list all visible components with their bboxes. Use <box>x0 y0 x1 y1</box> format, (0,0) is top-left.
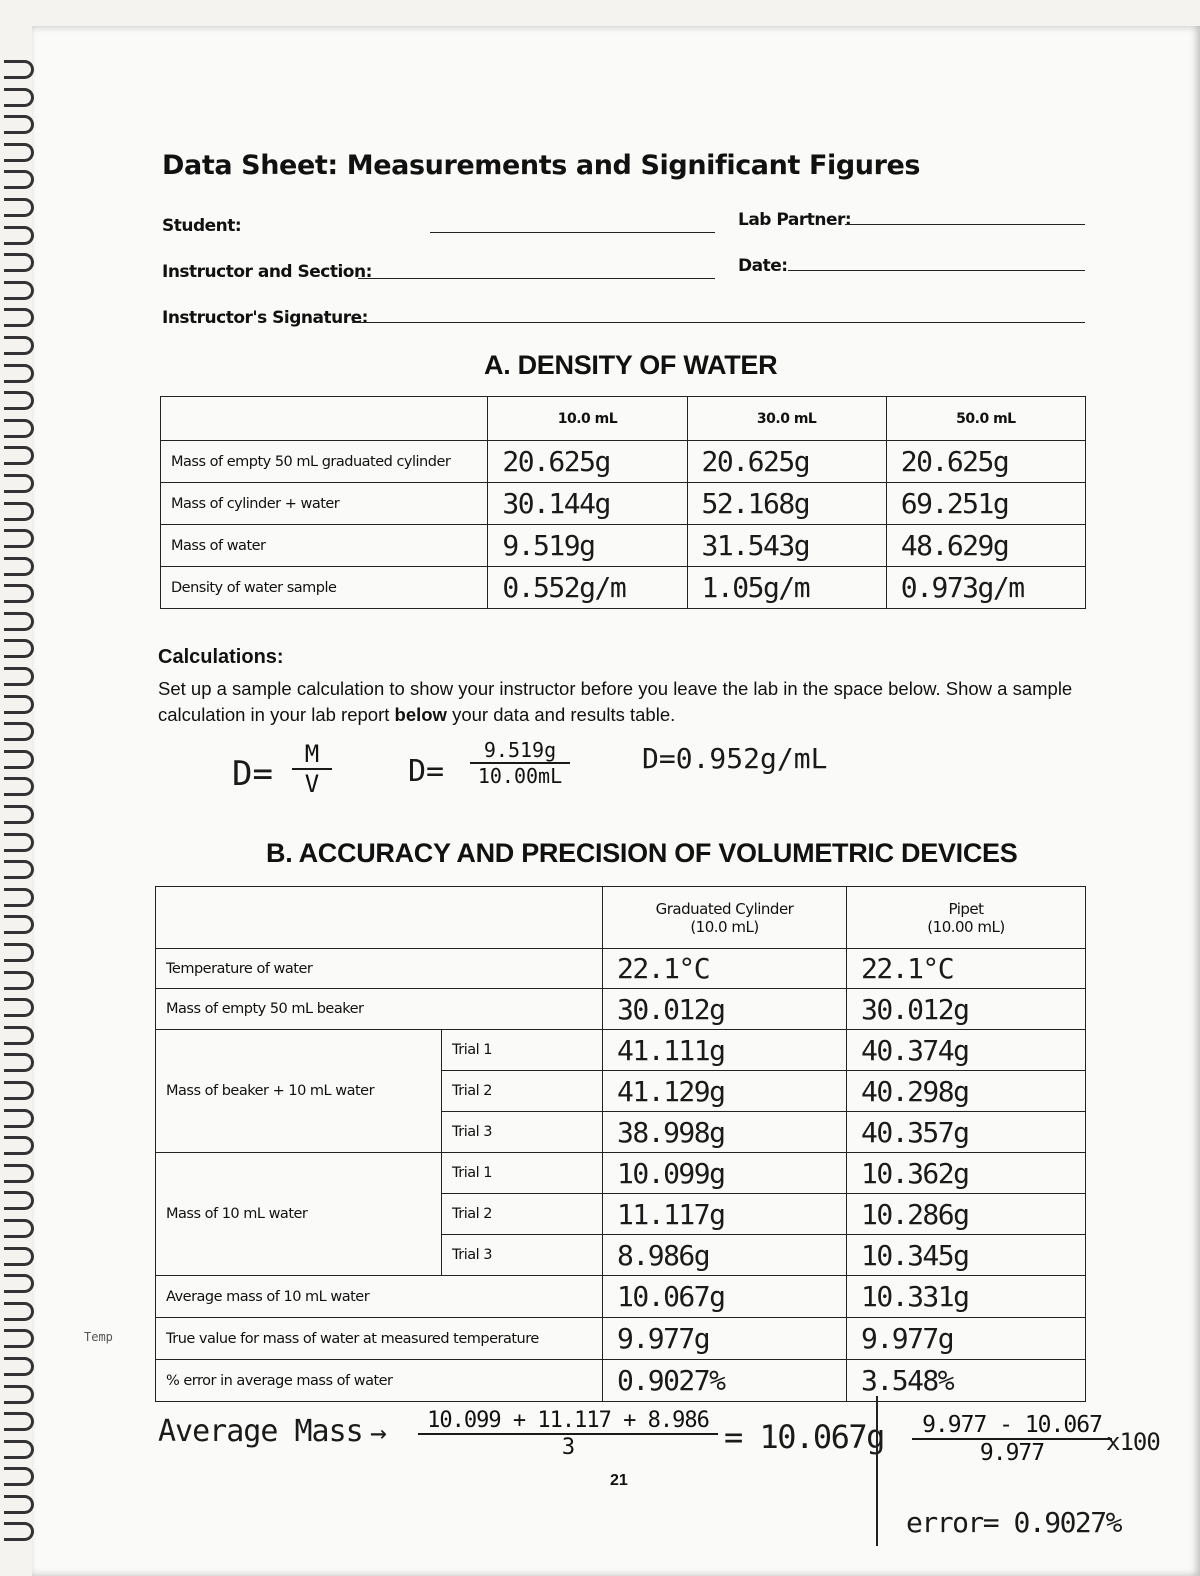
trial-label: Trial 1 <box>442 1030 603 1071</box>
handwritten-value: 52.168g <box>687 483 886 525</box>
handwritten-value: 38.998g <box>603 1112 847 1153</box>
density-formula-prefix: D= <box>232 754 273 794</box>
handwritten-value: 10.345g <box>847 1235 1086 1276</box>
section-b-title: B. ACCURACY AND PRECISION OF VOLUMETRIC DEVICES <box>266 838 1018 868</box>
table-row <box>156 1360 1086 1402</box>
column-header-10ml: 10.0 mL <box>488 397 687 441</box>
trial-label: Trial 3 <box>442 1112 603 1153</box>
substitution-fraction: $\frac{9.519g}{10.00mL}$ <box>470 738 570 788</box>
handwritten-value: 8.986g <box>603 1235 847 1276</box>
handwritten-value: 10.286g <box>847 1194 1086 1235</box>
handwritten-value: 0.9027% <box>603 1360 847 1402</box>
error-fraction: $\frac{9.977 - 10.067}{9.977}$ <box>912 1412 1112 1466</box>
handwritten-value: 40.374g <box>847 1030 1086 1071</box>
error-multiplier: x100 <box>1106 1428 1160 1456</box>
table-row <box>161 483 1086 525</box>
signature-label: Instructor's Signature: <box>162 308 368 328</box>
instructor-label: Instructor and Section: <box>162 262 372 282</box>
handwritten-value: 40.357g <box>847 1112 1086 1153</box>
handwritten-value: 48.629g <box>886 525 1085 567</box>
handwritten-value: 10.099g <box>603 1153 847 1194</box>
partner-label: Lab Partner: <box>738 210 852 230</box>
notes-divider <box>876 1396 878 1546</box>
calculations-instructions: Set up a sample calculation to show your instructor before you leave the lab in the space below. Show a sample calculation in your lab report below your data and results table. <box>158 678 1073 725</box>
column-header-30ml: 30.0 mL <box>687 397 886 441</box>
handwritten-value: 10.067g <box>603 1276 847 1318</box>
handwritten-value: 0.552g/m <box>488 567 687 609</box>
row-label: Temperature of water <box>156 949 603 989</box>
page-number: 21 <box>610 1472 628 1489</box>
handwritten-value: 9.519g <box>488 525 687 567</box>
handwritten-value: 31.543g <box>687 525 886 567</box>
error-result: error= 0.9027% <box>906 1506 1122 1539</box>
table-row <box>156 1318 1086 1360</box>
handwritten-value: 10.331g <box>847 1276 1086 1318</box>
calculations-heading: Calculations: <box>158 646 284 668</box>
row-label: % error in average mass of water <box>156 1360 603 1402</box>
trial-label: Trial 2 <box>442 1071 603 1112</box>
row-label: Density of water sample <box>161 567 488 609</box>
table-row <box>156 949 1086 989</box>
density-result: D=0.952g/mL <box>642 742 828 775</box>
handwritten-value: 22.1°C <box>603 949 847 989</box>
handwritten-value: 30.012g <box>603 989 847 1030</box>
average-mass-label: Average Mass <box>158 1414 363 1449</box>
handwritten-value: 9.977g <box>603 1318 847 1360</box>
handwritten-value: 40.298g <box>847 1071 1086 1112</box>
date-line[interactable] <box>788 270 1085 271</box>
table-row <box>161 525 1086 567</box>
handwritten-value: 41.129g <box>603 1071 847 1112</box>
page-title: Data Sheet: Measurements and Significant Figures <box>162 150 921 181</box>
trial-label: Trial 3 <box>442 1235 603 1276</box>
row-label: Mass of beaker + 10 mL water <box>156 1030 442 1153</box>
table-row <box>156 1030 1086 1071</box>
table-row <box>156 1153 1086 1194</box>
handwritten-value: 69.251g <box>886 483 1085 525</box>
instructor-line[interactable] <box>358 278 715 279</box>
handwritten-value: 20.625g <box>488 441 687 483</box>
student-label: Student: <box>162 216 242 236</box>
handwritten-value: 9.977g <box>847 1318 1086 1360</box>
spiral-binding <box>0 60 40 1560</box>
handwritten-value: 41.111g <box>603 1030 847 1071</box>
signature-line[interactable] <box>352 322 1085 323</box>
handwritten-value: 30.012g <box>847 989 1086 1030</box>
handwritten-value: 1.05g/m <box>687 567 886 609</box>
margin-note: Temp <box>84 1330 113 1344</box>
partner-line[interactable] <box>845 224 1085 225</box>
table-row <box>156 989 1086 1030</box>
column-header-graduated-cylinder: Graduated Cylinder (10.0 mL) <box>603 887 847 949</box>
table-row <box>161 441 1086 483</box>
average-result: = 10.067g <box>724 1418 884 1456</box>
handwritten-value: 0.973g/m <box>886 567 1085 609</box>
density-table <box>160 396 1086 609</box>
handwritten-value: 30.144g <box>488 483 687 525</box>
student-line[interactable] <box>430 232 715 233</box>
table-row <box>156 1276 1086 1318</box>
average-fraction: $\frac{10.099 + 11.117 + 8.986}{3}$ <box>418 1408 718 1460</box>
row-label: Mass of empty 50 mL graduated cylinder <box>161 441 488 483</box>
arrow-icon: → <box>370 1416 387 1449</box>
trial-label: Trial 1 <box>442 1153 603 1194</box>
handwritten-value: 11.117g <box>603 1194 847 1235</box>
row-label: Mass of 10 mL water <box>156 1153 442 1276</box>
handwritten-value: 10.362g <box>847 1153 1086 1194</box>
table-row <box>161 567 1086 609</box>
accuracy-table <box>155 886 1086 1402</box>
column-header-pipet: Pipet (10.00 mL) <box>847 887 1086 949</box>
density-formula-fraction: $\frac{M}{V}$ <box>292 740 332 798</box>
handwritten-value: 20.625g <box>886 441 1085 483</box>
section-a-title: A. DENSITY OF WATER <box>484 350 778 380</box>
column-header-50ml: 50.0 mL <box>886 397 1085 441</box>
handwritten-value: 3.548% <box>847 1360 1086 1402</box>
row-label: Average mass of 10 mL water <box>156 1276 603 1318</box>
substitution-prefix: D= <box>408 754 445 789</box>
date-label: Date: <box>738 256 788 276</box>
handwritten-value: 20.625g <box>687 441 886 483</box>
row-label: Mass of cylinder + water <box>161 483 488 525</box>
row-label: True value for mass of water at measured temperature <box>156 1318 603 1360</box>
handwritten-value: 22.1°C <box>847 949 1086 989</box>
trial-label: Trial 2 <box>442 1194 603 1235</box>
row-label: Mass of empty 50 mL beaker <box>156 989 603 1030</box>
row-label: Mass of water <box>161 525 488 567</box>
